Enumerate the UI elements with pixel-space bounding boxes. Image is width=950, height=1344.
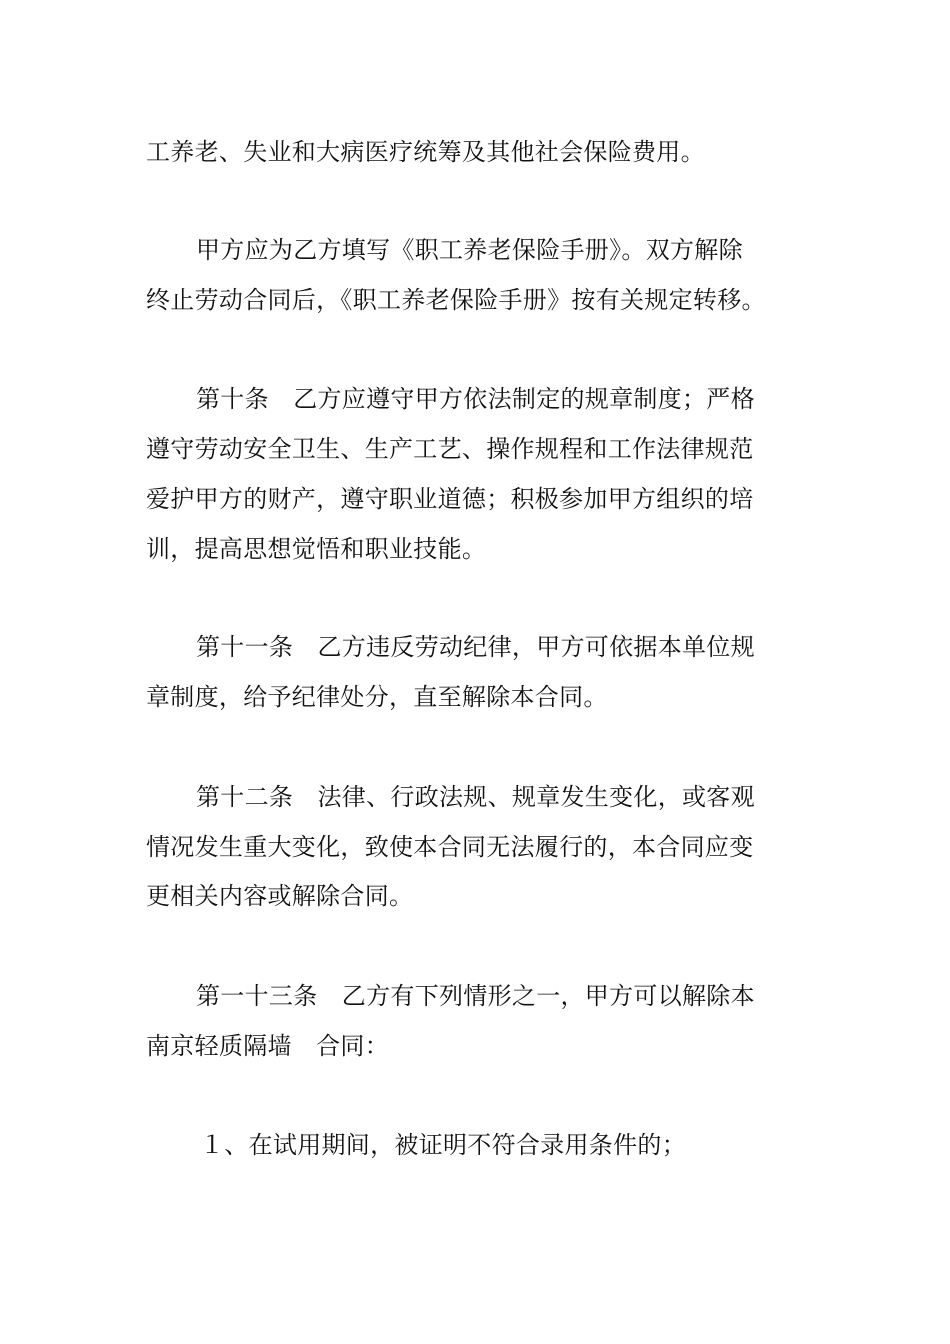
text-line: 终止劳动合同后，《职工养老保险手册》按有关规定转移。 bbox=[146, 286, 766, 314]
text-line: 南京轻质隔墙 合同： bbox=[146, 1032, 389, 1060]
text-line: 爱护甲方的财产，遵守职业道德；积极参加甲方组织的培 bbox=[146, 485, 754, 513]
text-line: 第一十三条 乙方有下列情形之一，甲方可以解除本 bbox=[196, 982, 755, 1010]
text-line: 第十二条 法律、行政法规、规章发生变化，或客观 bbox=[196, 783, 755, 811]
list-item: １、在试用期间，被证明不符合录用条件的； bbox=[200, 1131, 686, 1159]
text-line: 遵守劳动安全卫生、生产工艺、操作规程和工作法律规范 bbox=[146, 435, 754, 463]
text-line: 工养老、失业和大病医疗统筹及其他社会保险费用。 bbox=[146, 138, 705, 166]
text-line: 第十一条 乙方违反劳动纪律，甲方可依据本单位规 bbox=[196, 633, 755, 661]
text-line: 章制度，给予纪律处分，直至解除本合同。 bbox=[146, 683, 608, 711]
text-line: 训，提高思想觉悟和职业技能。 bbox=[146, 535, 487, 563]
text-line: 第十条 乙方应遵守甲方依法制定的规章制度；严格 bbox=[196, 385, 755, 413]
text-line: 甲方应为乙方填写《职工养老保险手册》。双方解除 bbox=[196, 236, 743, 264]
text-line: 更相关内容或解除合同。 bbox=[146, 882, 414, 910]
text-line: 情况发生重大变化，致使本合同无法履行的，本合同应变 bbox=[146, 833, 754, 861]
